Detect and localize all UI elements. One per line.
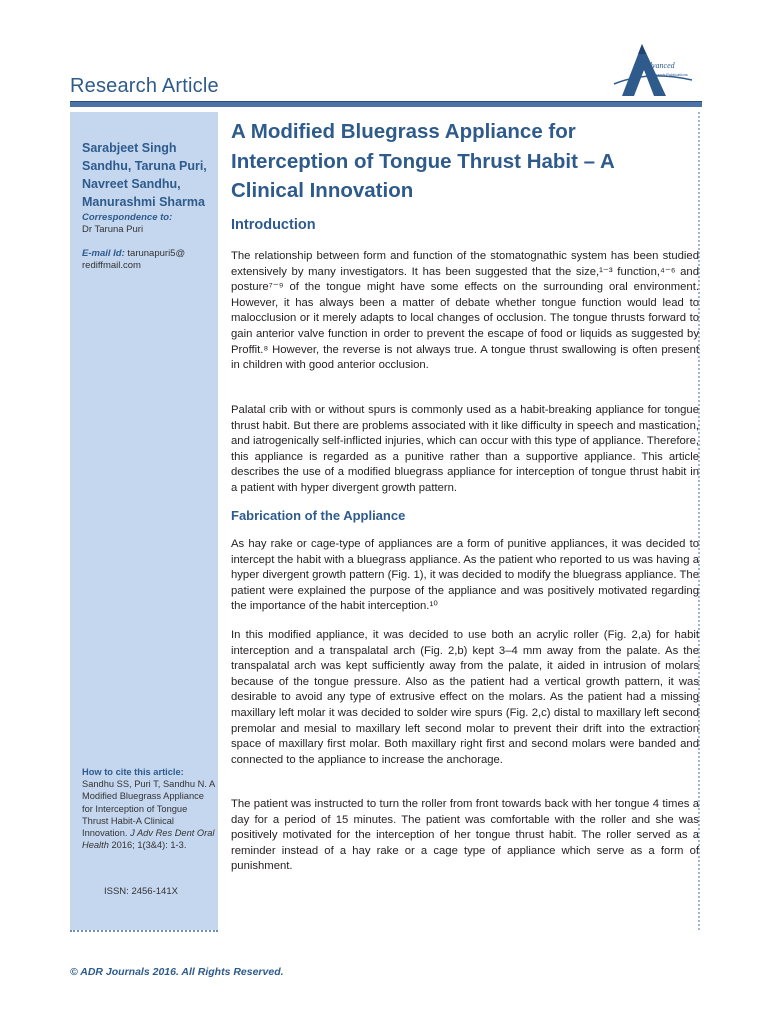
- correspondence-name: Dr Taruna Puri: [82, 224, 144, 235]
- section-label: Research Article: [70, 75, 219, 97]
- paragraph-5: The patient was instructed to turn the roller from front towards back with her tongue 4 times a day for a period of 15 minutes. The patient was comfortable with the roller and she was positively motivated for the interception of her tongue thrust habit. The roller served as a reminder instead of a hay rake or a cage type of appliance which serve as a form of punishment.: [231, 798, 699, 873]
- citation-issue: 2016; 1(3&4): 1-3.: [111, 840, 187, 851]
- correspondence-label: Correspondence to:: [82, 212, 173, 223]
- article-title: A Modified Bluegrass Appliance for Interception of Tongue Thrust Habit – A Clinical Innovation: [231, 120, 615, 202]
- paragraph-1: The relationship between form and function of the stomatognathic system has been studied extensively by many investigators. It has been suggested that the size,¹⁻³ function,⁴⁻⁶ and posture⁷⁻⁹ of the tongue might have some effects on the surrounding oral environment. However, it has always been a matter of debate whether tongue function would lead to malocclusion or it merely adapts to local changes of occlusion. The tongue thrusts forward to gain anterior valve function in order to prevent the escape of food or liquids as suggested by Proffit.⁸ However, the reverse is not always true. A tongue thrust swallowing is often present in children with good anterior occlusion.: [231, 250, 699, 372]
- paragraph-3: As hay rake or cage-type of appliances are a form of punitive appliances, it was decided to intercept the habit with a bluegrass appliance. As the patient who reported to us was having a hyper divergent growth pattern (Fig. 1), it was decided to modify the bluegrass appliance. The patient were explained the purpose of the appliance and was positively motivated regarding the importance of the habit interception.¹⁰: [231, 538, 699, 613]
- authors: Sarabjeet Singh Sandhu, Taruna Puri, Navreet Sandhu, Manurashmi Sharma: [82, 141, 207, 209]
- citation-block: [82, 766, 216, 851]
- citation-journal: J Adv Res Dent Oral Health: [82, 828, 215, 851]
- email: [82, 248, 216, 272]
- publisher-logo: [608, 40, 698, 100]
- issn: ISSN: 2456-141X: [104, 886, 178, 897]
- section-heading-fabrication: Fabrication of the Appliance: [231, 508, 406, 523]
- citation-text: Sandhu SS, Puri T, Sandhu N. A Modified Bluegrass Appliance for Interception of Tongue Thrust Habit-A Clinical Innovation.: [82, 779, 215, 839]
- header-rule-line: [70, 101, 702, 102]
- section-heading-introduction: Introduction: [231, 217, 316, 233]
- svg-text:Research Publications: Research Publications: [648, 72, 688, 77]
- email-value[interactable]: tarunapuri5@ rediffmail.com: [82, 248, 186, 271]
- svg-text:dvanced: dvanced: [648, 61, 675, 70]
- paragraph-2: Palatal crib with or without spurs is commonly used as a habit-breaking appliance for tongue thrust habit. But there are problems associated with it like difficulty in speech and mastication, and iatrogenically self-inflicted injuries, which can occur with this type of appliance. Therefore, this appliance is regarded as a punitive rather than a supportive appliance. This article describes the use of a modified bluegrass appliance for interception of tongue thrust habit in a patient with hyper divergent growth pattern.: [231, 404, 699, 494]
- email-label: E-mail Id:: [82, 248, 125, 259]
- correspondence: [82, 212, 216, 236]
- paragraph-4: In this modified appliance, it was decided to use both an acrylic roller (Fig. 2,a) for habit interception and a transpalatal arch (Fig. 2,b) kept 3–4 mm away from the palate. As the transpalatal arch was kept sufficiently away from the palate, it aided in intrusion of molars because of the tongue pressure. Also as the patient had a vertical growth pattern, it was desirable to avoid any type of extrusive effect on the molars. As the patient had a missing maxillary left molar it was decided to solder wire spurs (Fig. 2,c) distal to maxillary left second premolar and mesial to maxillary left second molar to prevent their drift into the extraction space of maxillary first molar. Both maxillary right first and second molars were banded and connected to the appliance to increase the anchorage.: [231, 629, 699, 766]
- footer-copyright: © ADR Journals 2016. All Rights Reserved.: [70, 966, 284, 978]
- sidebar-dotted-border: [70, 930, 218, 934]
- citation-label: How to cite this article:: [82, 767, 184, 777]
